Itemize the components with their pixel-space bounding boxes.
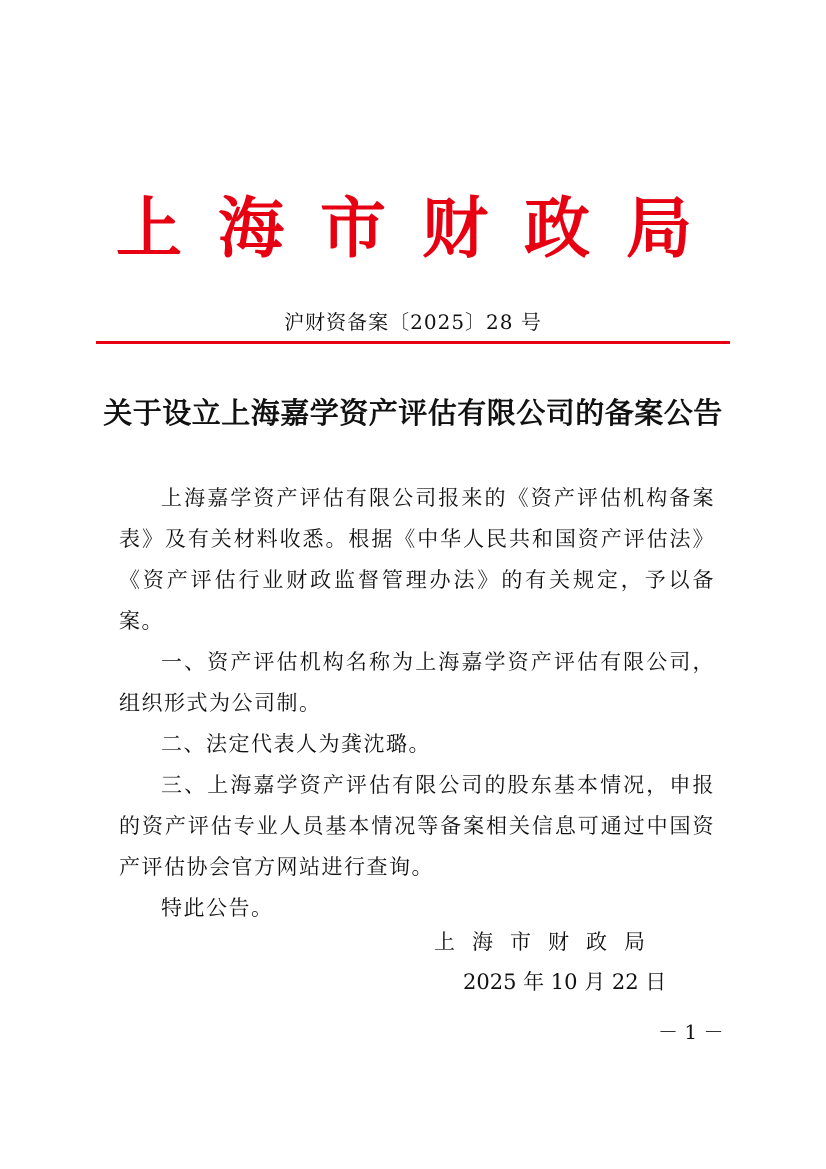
body-paragraph-item-3: 三、上海嘉学资产评估有限公司的股东基本情况，申报的资产评估专业人员基本情况等备案相关信息可通过中国资产评估协会官方网站进行查询。 — [119, 773, 715, 879]
document-number: 沪财资备案〔2025〕28 号 — [284, 310, 542, 334]
document-title: 关于设立上海嘉学资产评估有限公司的备案公告 — [103, 396, 723, 430]
issuer-header: 上海市财政局 — [116, 189, 728, 267]
document-body — [119, 478, 715, 929]
body-paragraph-item-1: 一、资产评估机构名称为上海嘉学资产评估有限公司，组织形式为公司制。 — [119, 650, 715, 715]
signature-issuer: 上海市财政局 — [434, 930, 662, 954]
red-divider-line — [96, 341, 730, 344]
body-paragraph-intro: 上海嘉学资产评估有限公司报来的《资产评估机构备案表》及有关材料收悉。根据《中华人民共和国资产评估法》《资产评估行业财政监督管理办法》的有关规定，予以备案。 — [119, 486, 715, 633]
page-number: － 1 － — [658, 1020, 724, 1044]
body-paragraph-item-2: 二、法定代表人为龚沈璐。 — [161, 732, 431, 756]
signature-date: 2025 年 10 月 22 日 — [463, 970, 667, 994]
body-paragraph-closing: 特此公告。 — [161, 896, 274, 920]
